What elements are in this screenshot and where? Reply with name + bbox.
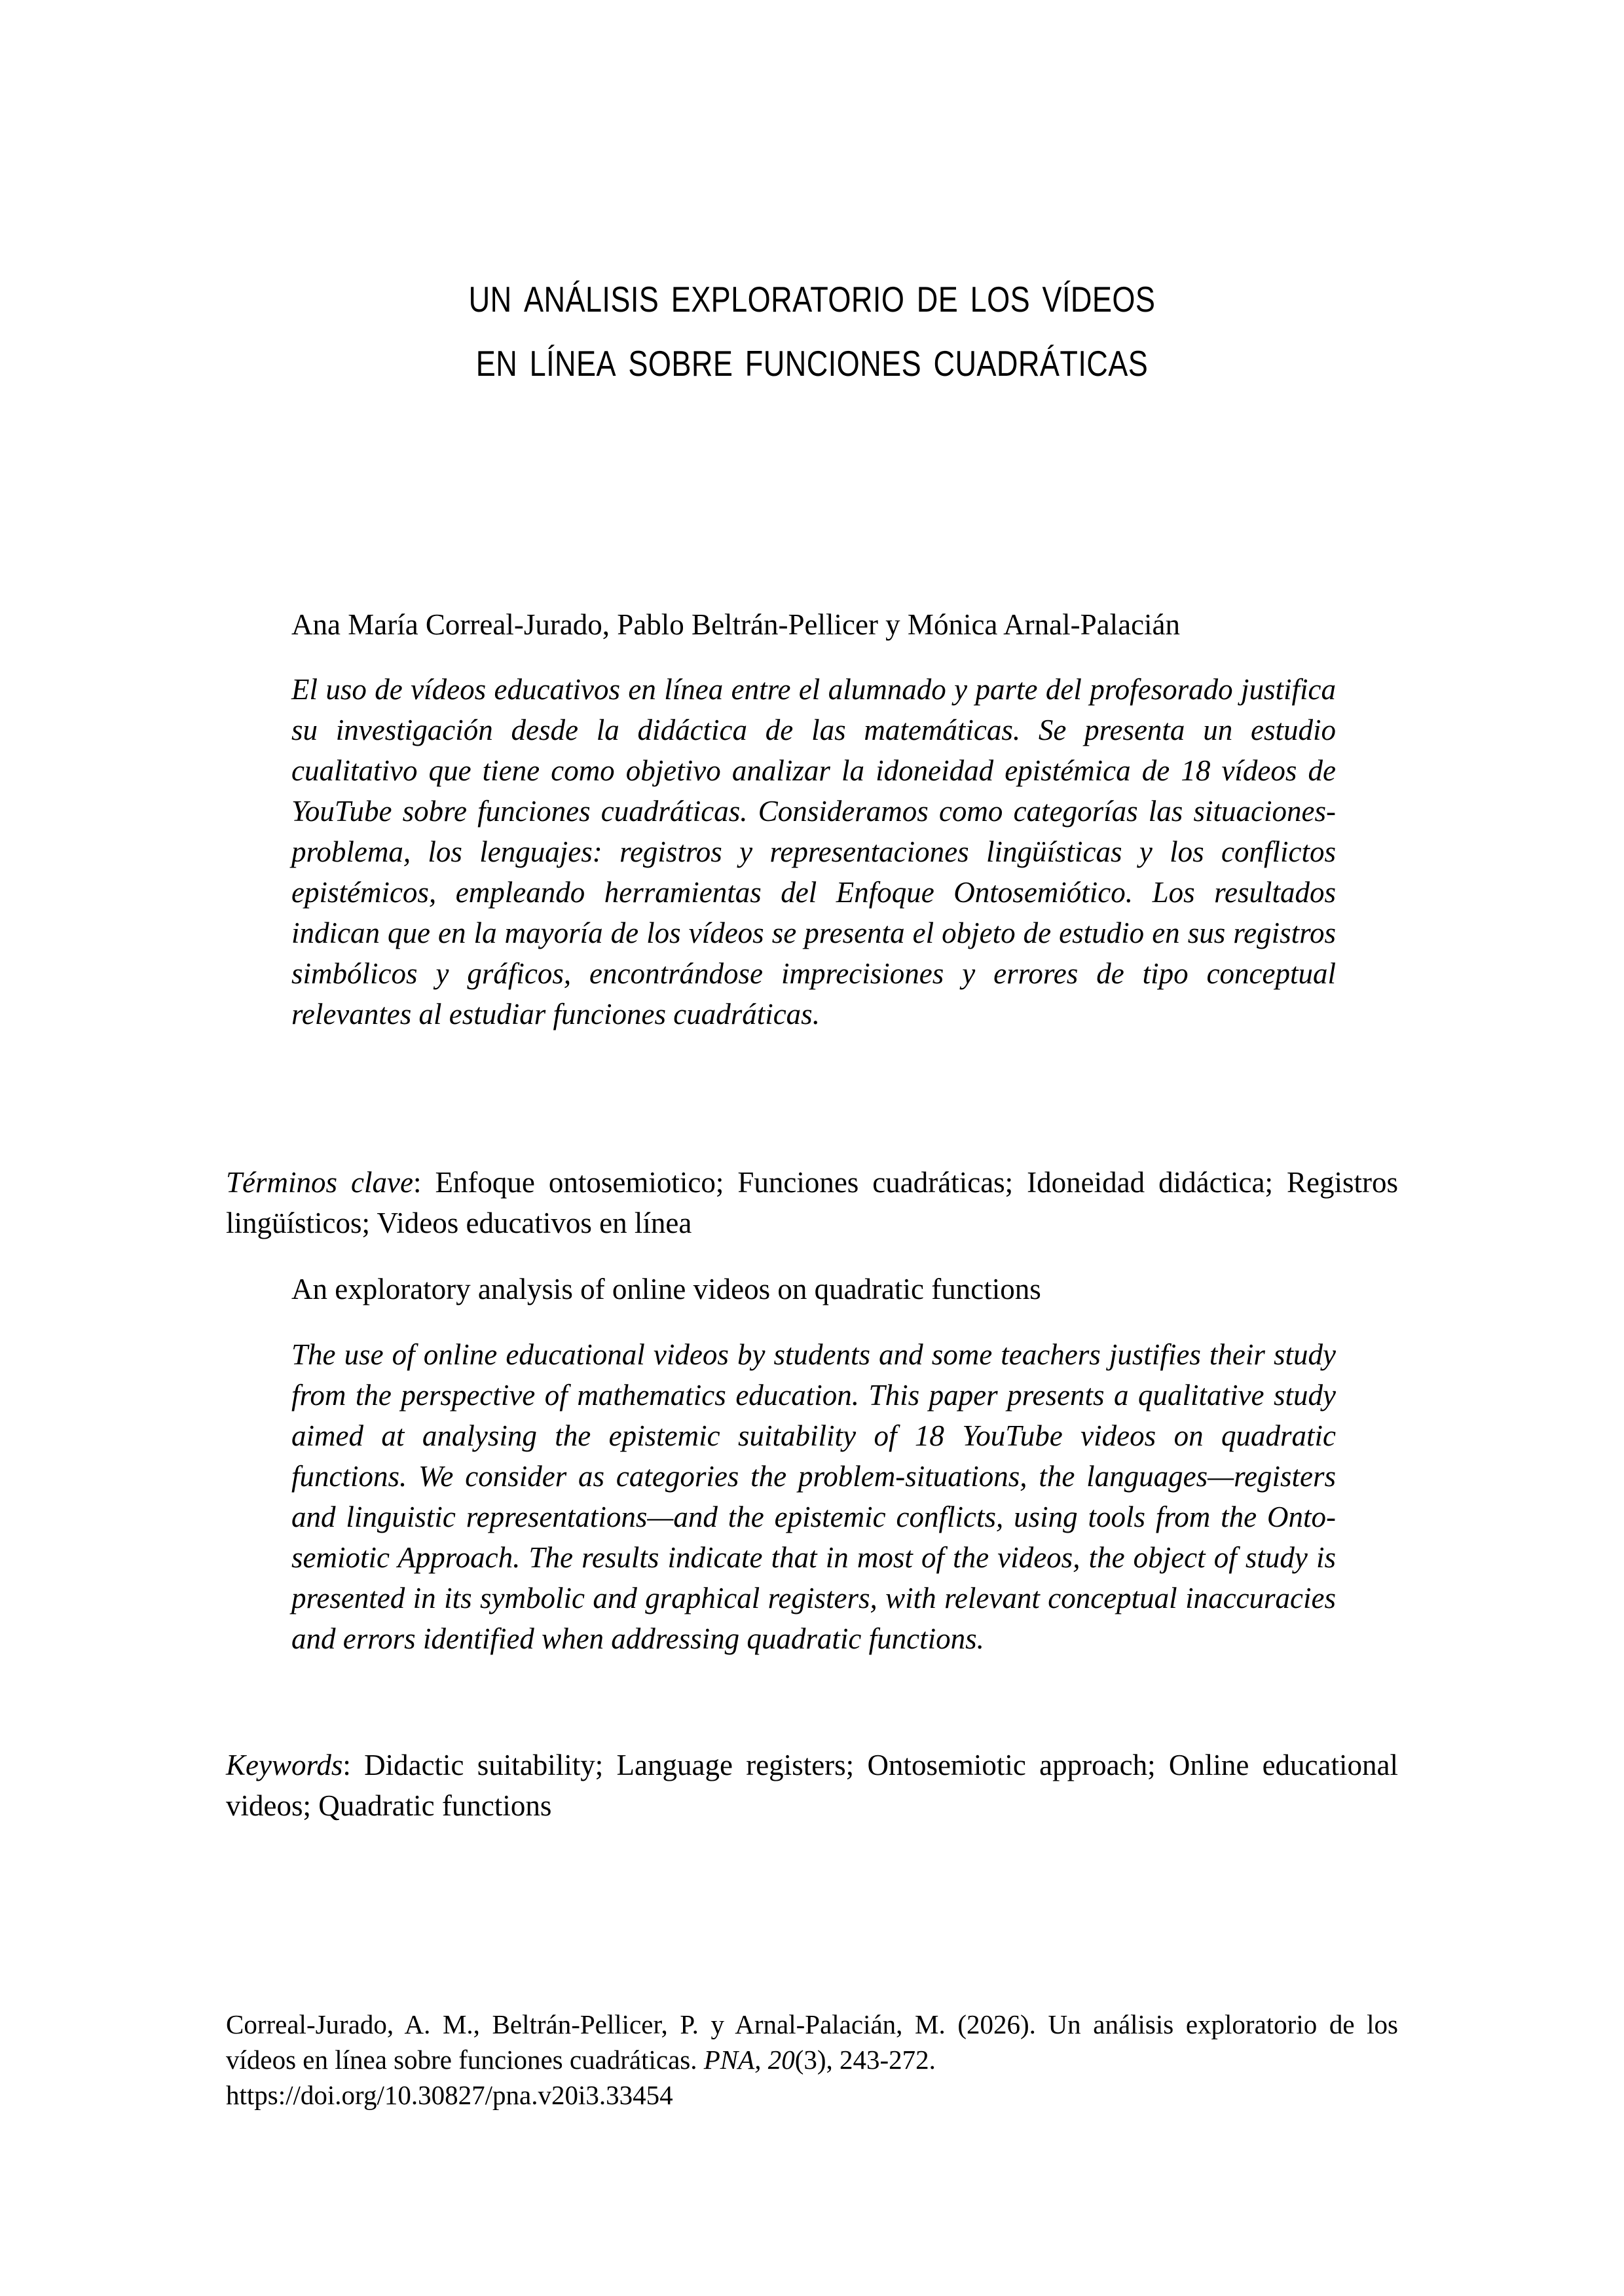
citation-footer (226, 2007, 1398, 2113)
keywords-english (226, 1745, 1398, 1826)
keywords-spanish (226, 1162, 1398, 1243)
keywords-english-label: Keywords (226, 1749, 343, 1781)
abstract-english: The use of online educational videos by students and some teachers justifies their study from the perspective of mathematics education. This paper presents a qualitative study aimed at analysing the epistemic suitability of 18 YouTube videos on quadratic functions. We consider as categories the problem-situations, the languages—registers and linguistic representations—and the epistemic conflicts, using tools from the Onto-semiotic Approach. The results indicate that in most of the videos, the object of study is presented in its symbolic and graphical registers, with relevant conceptual inaccuracies and errors identified when addressing quadratic functions. (291, 1338, 1336, 1655)
page-title (226, 262, 1398, 390)
abstract-spanish: El uso de vídeos educativos en línea entre el alumnado y parte del profesorado justifica su investigación desde la didáctica de las matemáticas. Se presenta un estudio cualitativo que tiene como objetivo analizar la idoneidad epistémica de 18 vídeos de YouTube sobre funciones cuadráticas. Consideramos como categorías las situaciones-problema, los lenguajes: registros y representaciones lingüísticas y los conflictos epistémicos, empleando herramientas del Enfoque Ontosemiótico. Los resultados indican que en la mayoría de los vídeos se presenta el objeto de estudio en sus registros simbólicos y gráficos, encontrándose imprecisiones y errores de tipo conceptual relevantes al estudiar funciones cuadráticas. (291, 673, 1336, 1030)
citation-doi[interactable]: https://doi.org/10.30827/pna.v20i3.33454 (226, 2080, 673, 2110)
author-list: Ana María Correal-Jurado, Pablo Beltrán-Pellicer y Mónica Arnal-Palacián (291, 608, 1181, 641)
citation-journal: PNA, 20 (703, 2045, 795, 2075)
keywords-spanish-label: Términos clave (226, 1166, 413, 1199)
keywords-spanish-list: Enfoque ontosemiotico; Funciones cuadráticas; Idoneidad didáctica; Registros lingüísticos; Videos educativos en línea (226, 1166, 1398, 1239)
keywords-english-separator: : (342, 1749, 365, 1781)
citation-part-1: Correal-Jurado, A. M., Beltrán-Pellicer, P. y Arnal-Palacián, M. (2026). Un análisis exploratorio de los vídeos en línea sobre funciones cuadráticas. (226, 2009, 1398, 2075)
title-line-2: en línea sobre funciones cuadráticas (475, 329, 1149, 387)
keywords-english-list: Didactic suitability; Language registers; Ontosemiotic approach; Online educational videos; Quadratic functions (226, 1749, 1398, 1822)
citation-part-2: (3), 243-272. (794, 2045, 936, 2075)
keywords-spanish-separator: : (413, 1166, 435, 1199)
page-title-english: An exploratory analysis of online videos on quadratic functions (291, 1273, 1041, 1305)
citation-text (226, 2007, 1398, 2077)
title-line-1: un análisis exploratorio de los vídeos (468, 264, 1156, 323)
